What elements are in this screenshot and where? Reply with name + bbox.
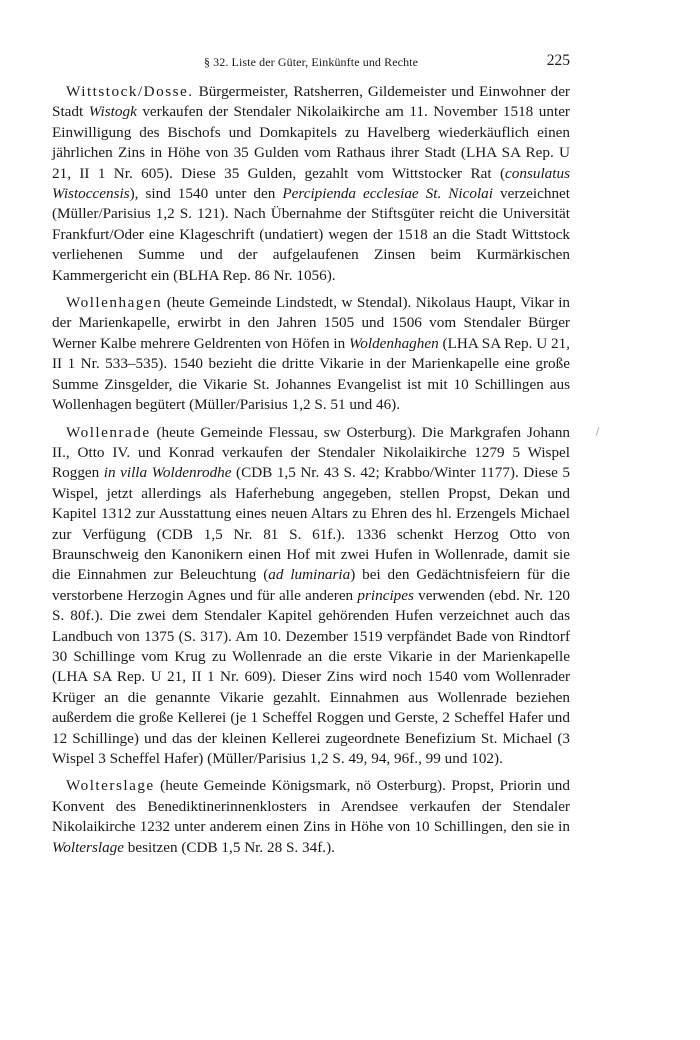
text-run: verzeichnet (Müller/Parisius 1,2 S. 121). Nach Übernahme der Stiftsgüter reicht die Universität Frankfurt/Oder eine Klageschrift (undatiert) wegen der 1518 an die Stadt Wittstock verliehenen Summe und der aufgelaufenen Zinsen beim Kurmärkischen Kammergericht ein (BLHA Rep. 86 Nr. 1056). — [52, 185, 571, 284]
margin-mark — [596, 427, 600, 436]
body-text — [52, 82, 570, 858]
text-run: ), sind 1540 unter den — [129, 185, 283, 203]
text-run: (heute Gemeinde Königsmark, nö Osterburg). Propst, Priorin und Konvent des Benediktinerinnenklosters in Arendsee verkaufen der Stendaler Nikolaikirche 1232 unter anderem einen Zins in Höhe von 10 Schillingen, den sie in — [52, 777, 570, 836]
text-run: ) bei den Gedächtnisfeiern für die verstorbene Herzogin Agnes und für alle anderen — [52, 566, 570, 604]
text-run: Bürgermeister, Ratsherren, Gildemeister und Einwohner der Stadt — [52, 83, 570, 121]
text-run: verwenden (ebd. Nr. 120 S. 80f.). Die zwei dem Stendaler Kapitel gehörenden Hufen verzeichnet auch das Landbuch von 1375 (S. 317). Am 10. Dezember 1519 verpfändet Bade von Rindtorf 30 Schillinge vom Krug zu Wollenrade an die erste Vikarie in der Marienkapelle (LHA SA Rep. U 21, II 1 Nr. 609). Dieser Zins wird noch 1540 vom Wollenrader Krüger an die genannte Vikarie gezahlt. Einnahmen aus Wollenrade beziehen außerdem die große Kellerei (je 1 Scheffel Roggen und Gerste, 2 Scheffel Hafer und 12 Schillinge) und das der kleinen Kellerei zugeordnete Benefizium St. Michael (3 Wispel 3 Scheffel Hafer) (Müller/Parisius 1,2 S. 49, 94, 96f., 99 und 102). — [52, 586, 571, 767]
text-run: verkaufen der Stendaler Nikolaikirche am 11. November 1518 unter Einwilligung des Bischofs und Domkapitels zu Havelberg wiederkäuflich einen jährlichen Zins in Höhe von 35 Gulden vom Rathaus ihrer Stadt (LHA SA Rep. U 21, II 1 Nr. 605). Diese 35 Gulden, gezahlt vom Wittstocker Rat ( — [52, 103, 570, 182]
place-name: Wolterslage — [66, 777, 155, 795]
text-run: (heute Gemeinde Flessau, sw Osterburg). Die Markgrafen Johann II., Otto IV. und Konrad verkaufen der Stendaler Nikolaikirche 1279 5 Wispel Roggen — [52, 423, 571, 482]
entry-wollenrade — [52, 423, 570, 770]
running-title: § 32. Liste der Güter, Einkünfte und Rechte — [203, 55, 419, 69]
entry-wolterslage — [52, 776, 570, 858]
italic-term: Woldenhaghen — [349, 334, 439, 352]
book-page — [52, 52, 570, 865]
place-name: Wollenhagen — [66, 294, 163, 312]
italic-term: Percipienda ecclesiae St. Nicolai — [282, 185, 494, 203]
place-name: Wollenrade — [66, 423, 151, 441]
entry-wollenhagen — [52, 293, 570, 415]
entry-wittstock — [52, 82, 570, 286]
italic-term: consulatus Wistoccensis — [52, 164, 570, 203]
text-run: (CDB 1,5 Nr. 43 S. 42; Krabbo/Winter 1177). Diese 5 Wispel, jetzt allerdings als Haferhebung angegeben, stellen Propst, Dekan und Kapitel 1312 zur Ausstattung eines neuen Altars zu Ehren des hl. Erzengels Michael zur Verfügung (CDB 1,5 Nr. 81 S. 61f.). 1336 schenkt Herzog Otto von Braunschweig den Kanonikern einen Hof mit zwei Hufen in Wollenrade, damit sie die Einnahmen zur Beleuchtung ( — [52, 464, 570, 584]
italic-term: ad luminaria — [268, 566, 351, 584]
text-run: besitzen (CDB 1,5 Nr. 28 S. 34f.). — [124, 838, 335, 856]
text-run: (LHA SA Rep. U 21, II 1 Nr. 533–535). 1540 bezieht die dritte Vikarie in der Marienkapelle eine große Summe Zinsgelder, die Vikarie St. Johannes Evangelist ist mit 10 Schillingen aus Wollenhagen begütert (Müller/Parisius 1,2 S. 51 und 46). — [52, 334, 570, 414]
italic-term: principes — [357, 586, 414, 604]
italic-term: in villa Woldenrodhe — [103, 464, 232, 482]
italic-term: Wistogk — [88, 103, 137, 121]
page-number: 225 — [546, 52, 570, 69]
running-head — [52, 52, 570, 74]
text-run: (heute Gemeinde Lindstedt, w Stendal). Nikolaus Haupt, Vikar in der Marienkapelle, erwirbt in den Jahren 1505 und 1506 vom Stendaler Bürger Werner Kalbe mehrere Geldrenten von Höfen in — [52, 294, 571, 352]
italic-term: Wolterslage — [52, 838, 124, 856]
place-name: Wittstock/Dosse. — [66, 83, 194, 100]
